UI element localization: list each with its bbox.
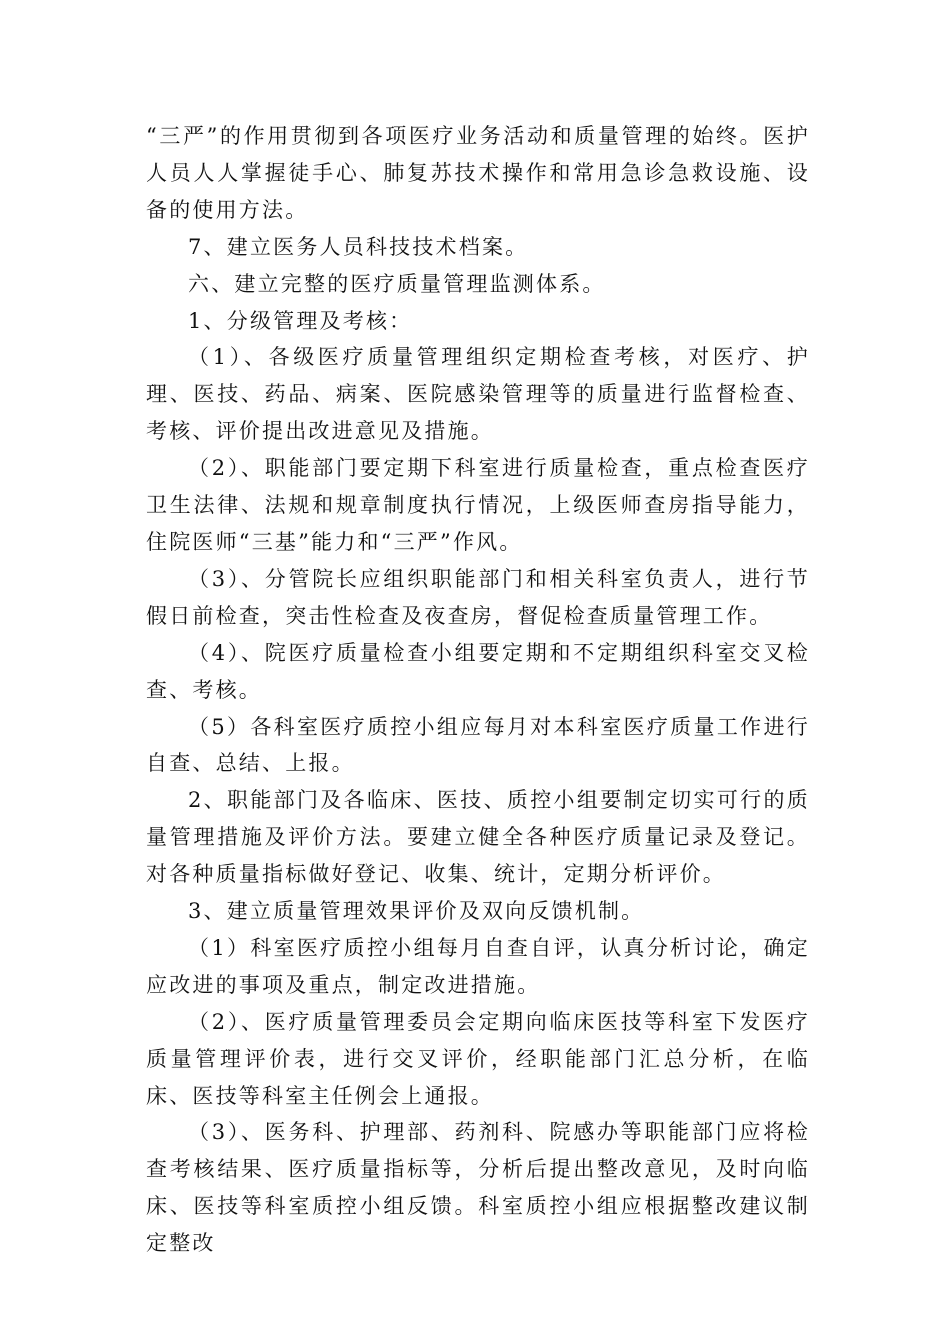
paragraph-1-5: （5）各科室医疗质控小组应每月对本科室医疗质量工作进行自查、总结、上报。 [146, 714, 810, 776]
paragraph-1-1: （1）、各级医疗质量管理组织定期检查考核，对医疗、护理、医技、药品、病案、医院感染管理等的质量进行监督检查、考核、评价提出改进意见及措施。 [146, 345, 810, 444]
paragraph-continuation: “三严”的作用贯彻到各项医疗业务活动和质量管理的始终。医护人员人人掌握徒手心、肺复苏技术操作和常用急诊急救设施、设备的使用方法。 [146, 124, 810, 222]
subsection-heading-3: 3、建立质量管理效果评价及双向反馈机制。 [188, 899, 645, 924]
section-heading-6: 六、建立完整的医疗质量管理监测体系。 [188, 271, 606, 296]
paragraph-2: 2、职能部门及各临床、医技、质控小组要制定切实可行的质量管理措施及评价方法。要建立健全各种医疗质量记录及登记。对各种质量指标做好登记、收集、统计，定期分析评价。 [146, 788, 810, 887]
paragraph-1-3: （3）、分管院长应组织职能部门和相关科室负责人，进行节假日前检查，突击性检查及夜查房，督促检查质量管理工作。 [146, 566, 810, 628]
paragraph-item-7: 7、建立医务人员科技技术档案。 [188, 234, 529, 259]
paragraph-3-3: （3）、医务科、护理部、药剂科、院感办等职能部门应将检查考核结果、医疗质量指标等，分析后提出整改意见，及时向临床、医技等科室质控小组反馈。科室质控小组应根据整改建议制定整改 [146, 1120, 810, 1256]
subsection-heading-1: 1、分级管理及考核： [188, 308, 413, 333]
paragraph-3-2: （2）、医疗质量管理委员会定期向临床医技等科室下发医疗质量管理评价表，进行交叉评价，经职能部门汇总分析，在临床、医技等科室主任例会上通报。 [146, 1009, 810, 1108]
paragraph-3-1: （1）科室医疗质控小组每月自查自评，认真分析讨论，确定应改进的事项及重点，制定改进措施。 [146, 935, 810, 997]
paragraph-1-4: （4）、院医疗质量检查小组要定期和不定期组织科室交叉检查、考核。 [146, 640, 810, 702]
document-body [146, 118, 810, 1262]
paragraph-1-2: （2）、职能部门要定期下科室进行质量检查，重点检查医疗卫生法律、法规和规章制度执行情况，上级医师查房指导能力，住院医师“三基”能力和“三严”作风。 [146, 456, 810, 554]
